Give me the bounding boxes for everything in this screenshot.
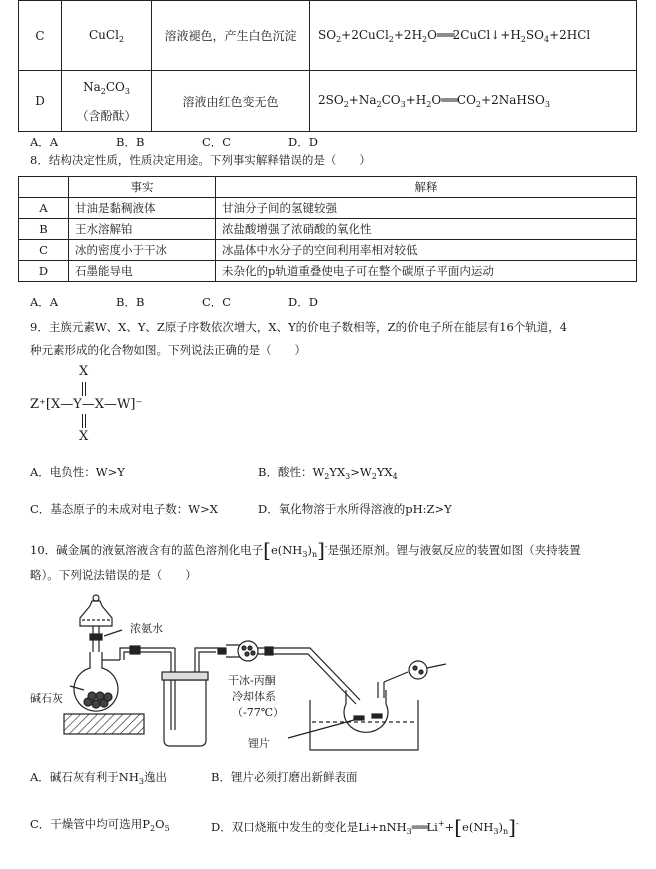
drying-tube-2 <box>409 661 427 679</box>
header-fact: 事实 <box>69 177 216 198</box>
q8-table <box>18 176 637 282</box>
q10-stem-line1: 10．碱金属的液氨溶液含有的蓝色溶剂化电子$[e(NH_3)_n]^-$是强还原剂。锂与液氨反应的装置如图（夹持装置 <box>30 538 581 562</box>
reagent-note: （含酚酞） <box>76 108 137 123</box>
label-cooling-2: 冷却体系 <box>232 690 276 703</box>
option-a[interactable]: A．A <box>30 135 59 149</box>
label-soda-lime: 碱石灰 <box>30 692 63 705</box>
option-a[interactable]: A．A <box>30 295 59 309</box>
phenomenon: 溶液褪色，产生白色沉淀 <box>152 1 310 71</box>
table-row <box>19 71 637 132</box>
option-c[interactable]: C．C <box>202 135 232 149</box>
q9-option-d[interactable]: D．氧化物溶于水所得溶液的pH:Z>Y <box>258 502 452 516</box>
table-row: B 王水溶解铂 浓盐酸增强了浓硝酸的氧化性 <box>19 219 637 240</box>
q9-option-b[interactable]: B．酸性：$W_2YX_3>W_2YX_4$ <box>258 465 398 481</box>
gas-bottle <box>164 680 206 746</box>
double-bond-bottom <box>82 414 86 428</box>
option-d[interactable]: D．D <box>288 135 318 149</box>
reagent: $Na_2CO_3$ （含酚酞） <box>62 71 152 132</box>
q8-options <box>30 294 318 310</box>
equation: $SO_2+2CuCl_2+2H_2O═══2CuCl↓+H_2SO_4+2HCl$ <box>310 1 637 71</box>
q9-option-a[interactable]: A．电负性：W>Y <box>30 465 125 479</box>
table-row: C 冰的密度小于干冰 冰晶体中水分子的空间利用率相对较低 <box>19 240 637 261</box>
bottom-atom: X <box>79 429 89 444</box>
option-c[interactable]: C．C <box>202 295 232 309</box>
option-b[interactable]: B．B <box>116 135 145 149</box>
structure-main: Z⁺[X—Y—X—W]⁻ <box>30 397 143 412</box>
option-b[interactable]: B．B <box>116 295 145 309</box>
row-label: C <box>19 1 62 71</box>
apparatus-figure <box>60 590 500 755</box>
q10-option-d[interactable]: D．双口烧瓶中发生的变化是$Li+nNH_3═══Li^++[e(NH_3)_n]^-$ <box>211 815 519 839</box>
q10-stem-line2: 略）。下列说法错误的是（ ） <box>30 568 197 582</box>
label-lithium: 锂片 <box>248 737 270 750</box>
funnel-stopper <box>93 595 99 601</box>
q9-stem-line1: 9．主族元素W、X、Y、Z原子序数依次增大，X、Y的价电子数相等，Z的价电子所在能层有16个轨道，4 <box>30 320 568 334</box>
cooling-bath <box>310 700 418 750</box>
q9-structure <box>30 364 170 446</box>
two-neck-flask <box>344 690 388 732</box>
q10-option-a[interactable]: A．碱石灰有利于$NH_3$逸出 <box>30 770 167 786</box>
table-row: A 甘油是黏稠液体 甘油分子间的氢键较强 <box>19 198 637 219</box>
q10-option-b[interactable]: B．锂片必须打磨出新鲜表面 <box>211 770 358 784</box>
q9-option-c[interactable]: C．基态原子的未成对电子数：W>X <box>30 502 218 516</box>
table-row: D 石墨能导电 未杂化的p轨道重叠使电子可在整个碳原子平面内运动 <box>19 261 637 282</box>
phenomenon: 溶液由红色变无色 <box>152 71 310 132</box>
drying-tube-1 <box>238 641 258 661</box>
q9-stem-line2: 种元素形成的化合物如图。下列说法正确的是（ ） <box>30 343 306 357</box>
separatory-funnel <box>80 601 112 626</box>
equation: $2SO_2+Na_2CO_3+H_2O═══CO_2+2NaHSO_3$ <box>310 71 637 132</box>
option-d[interactable]: D．D <box>288 295 318 309</box>
q7-table <box>18 0 637 132</box>
top-atom: X <box>79 364 89 379</box>
label-ammonia: 浓氨水 <box>130 622 163 635</box>
heating-block <box>64 714 144 734</box>
header-explanation: 解释 <box>216 177 637 198</box>
table-row <box>19 1 637 71</box>
q8-stem: 8．结构决定性质，性质决定用途。下列事实解释错误的是（ ） <box>30 153 371 167</box>
label-cooling-3: （-77℃） <box>232 706 285 719</box>
q10-option-c[interactable]: C．干燥管中均可选用$P_2O_5$ <box>30 817 170 833</box>
double-bond-top <box>82 382 86 396</box>
label-cooling-1: 干冰-丙酮 <box>228 674 276 687</box>
table-header-row <box>19 177 637 198</box>
reagent: CuCl$_2$ <box>62 1 152 71</box>
row-label: D <box>19 71 62 132</box>
